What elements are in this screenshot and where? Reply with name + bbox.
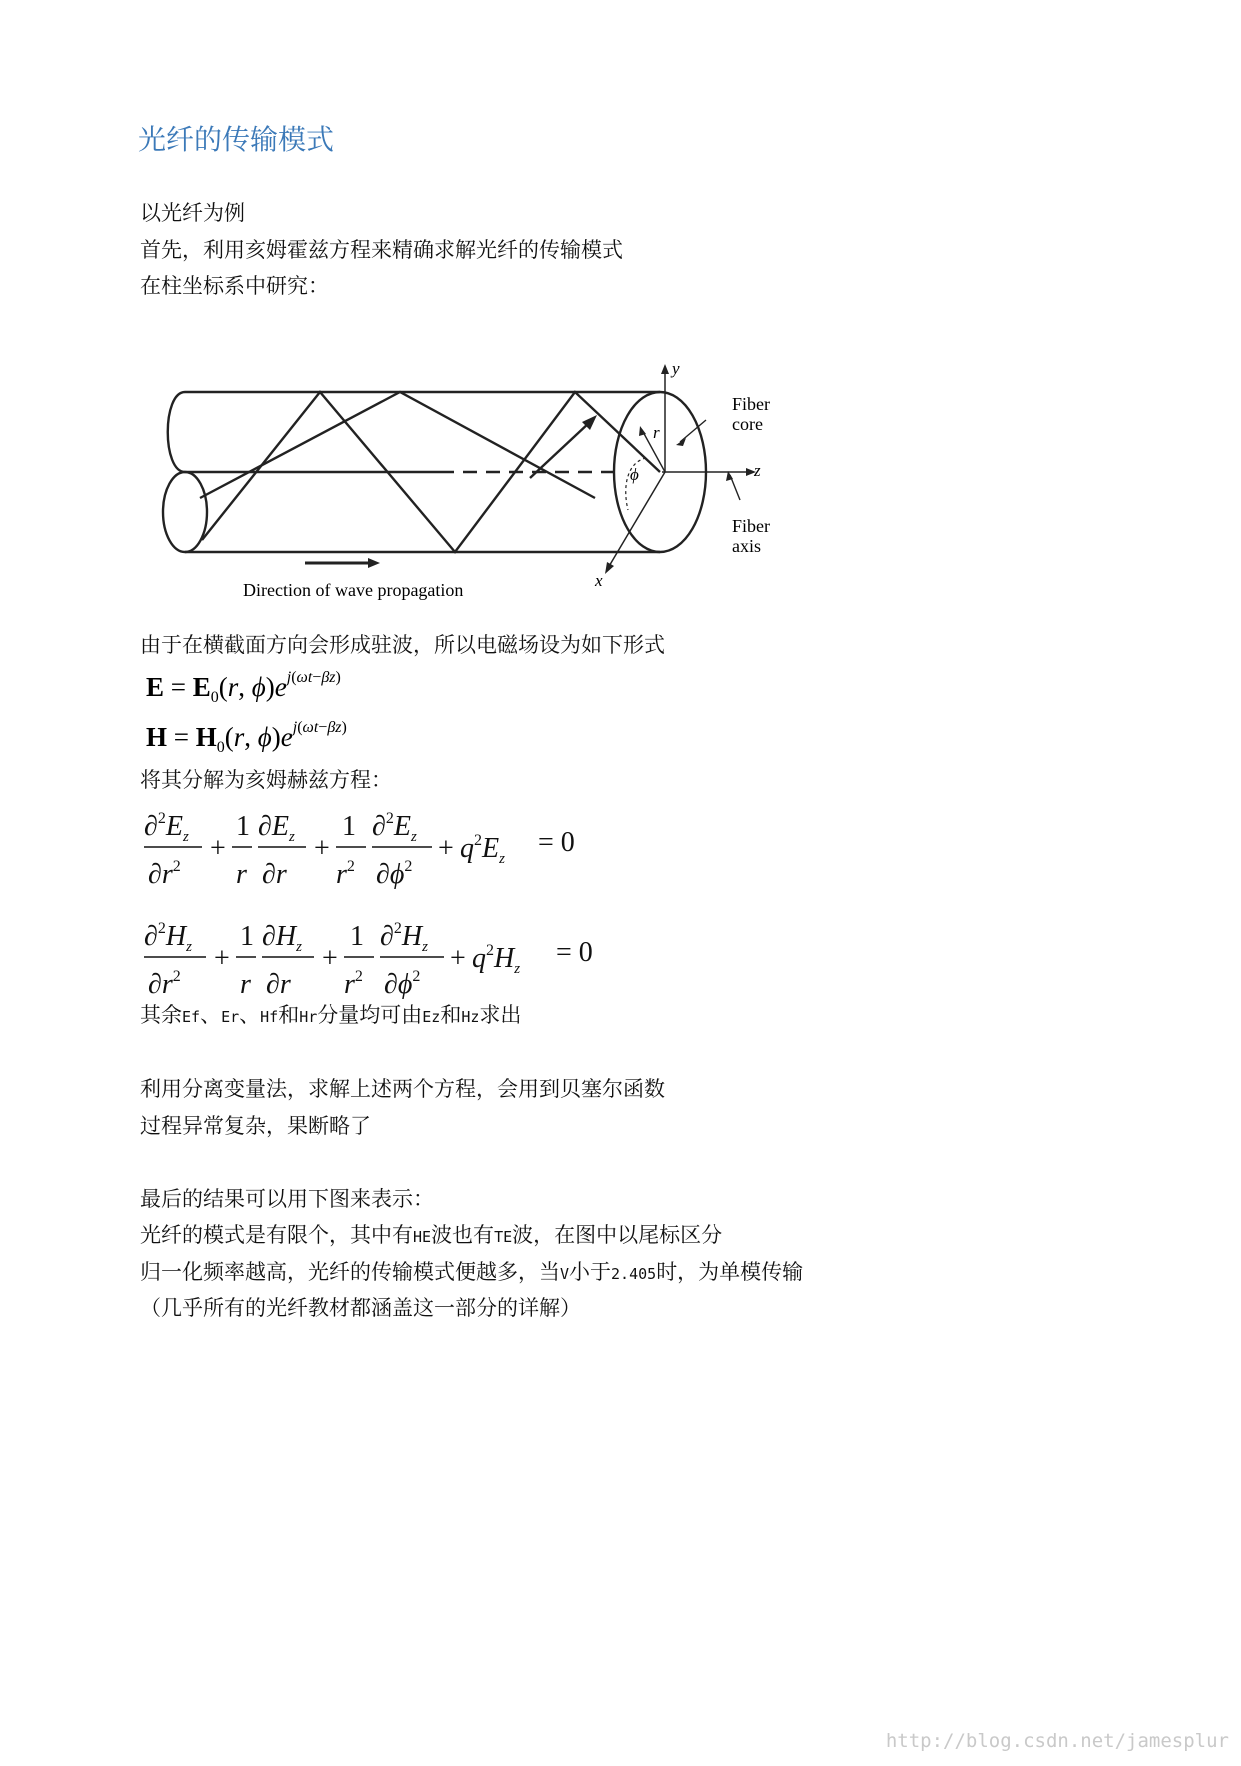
fiber-left-front-end <box>163 472 207 552</box>
svg-text:+: + <box>450 943 466 974</box>
result-line-4: （几乎所有的光纤教材都涵盖这一部分的详解） <box>140 1296 581 1320</box>
intro-line-3: 在柱坐标系中研究： <box>140 274 329 298</box>
intro-line-1: 以光纤为例 <box>140 201 245 225</box>
ray-path-3 <box>530 422 590 478</box>
svg-text:+: + <box>210 833 226 864</box>
svg-text:1: 1 <box>236 811 250 842</box>
fiber-axis-label-1: Fiber <box>732 516 770 536</box>
svg-text:H = H0(r, ϕ)ej(ωt−βz): $H = H_0(r$, $\phi)e^j(\omega t-\beta z)$ <box>146 719 347 756</box>
svg-text:∂2Ez: $\partial^2E_z$ <box>144 810 189 845</box>
svg-text:∂2Hz: $\partial^2H_z$ <box>144 920 192 955</box>
svg-text:E = E0(r, ϕ)ej(ωt−βz): $E = E_0(r$, $\phi)e^j(\omega t-\beta z)$ <box>146 669 341 706</box>
svg-text:q2Hz: $q^2H_z$ <box>472 942 521 977</box>
svg-text:∂r2: $\partial r^2$ <box>148 858 181 890</box>
svg-text:∂r: ∂r <box>262 859 287 890</box>
svg-text:∂ϕ2: $\partial\phi^2$ <box>376 858 413 890</box>
svg-text:∂Ez: $\partial E_z$ <box>258 811 295 845</box>
fiber-axis-label-2: axis <box>732 536 761 556</box>
label-z: z <box>754 461 761 480</box>
result-line-2: 光纤的模式是有限个，其中有HE波也有TE波，在图中以尾标区分 <box>140 1223 723 1247</box>
result-line-3: 归一化频率越高，光纤的传输模式便越多，当V小于2.405时，为单模传输 <box>140 1260 804 1284</box>
svg-text:+: + <box>438 833 454 864</box>
svg-text:∂Hz: $\partial H_z$ <box>262 921 302 955</box>
equation-h-field <box>140 712 440 756</box>
svg-text:r: r <box>236 859 247 890</box>
svg-text:+: + <box>314 833 330 864</box>
svg-text:∂ϕ2: $\partial\phi^2$ <box>384 968 421 1000</box>
svg-text:+: + <box>214 943 230 974</box>
field-form-text: 由于在横截面方向会形成驻波，所以电磁场设为如下形式 <box>140 633 665 657</box>
watermark: http://blog.csdn.net/jamesplur <box>885 1730 1229 1752</box>
svg-text:∂r2: $\partial r^2$ <box>148 968 181 1000</box>
label-x: x <box>595 571 603 590</box>
svg-text:r2: $r^2$ <box>336 858 355 890</box>
svg-text:∂r: ∂r <box>266 969 291 1000</box>
separation-line-2: 过程异常复杂，果断略了 <box>140 1114 371 1138</box>
svg-text:1: 1 <box>350 921 364 952</box>
svg-text:r2: $r^2$ <box>344 968 363 1000</box>
components-text: 其余Ef、Er、Hf和Hr分量均可由Ez和Hz求出 <box>140 1003 522 1027</box>
svg-text:∂2Ez: $\partial^2E_z$ <box>372 810 417 845</box>
fiber-diagram <box>150 350 810 610</box>
fiber-left-back-arc <box>168 392 185 472</box>
label-r: r <box>653 423 660 442</box>
helmholtz-ez-equation <box>140 795 600 895</box>
label-phi: ϕ <box>630 465 639 484</box>
fiber-core-label-1: Fiber <box>732 394 770 414</box>
svg-text:+: + <box>322 943 338 974</box>
svg-text:r: r <box>240 969 251 1000</box>
svg-text:q2Ez: $q^2E_z$ <box>460 832 505 867</box>
svg-text:= 0: = 0 <box>538 827 575 858</box>
svg-text:= 0: = 0 <box>556 937 593 968</box>
equation-e-field <box>140 662 430 706</box>
svg-text:∂2Hz: $\partial^2H_z$ <box>380 920 428 955</box>
result-line-1: 最后的结果可以用下图来表示： <box>140 1187 434 1211</box>
label-y: y <box>672 359 680 378</box>
svg-text:1: 1 <box>342 811 356 842</box>
helmholtz-hz-equation <box>140 905 620 1005</box>
helmholtz-intro: 将其分解为亥姆赫兹方程： <box>140 768 392 792</box>
propagation-caption: Direction of wave propagation <box>243 580 464 600</box>
separation-line-1: 利用分离变量法，求解上述两个方程，会用到贝塞尔函数 <box>140 1077 665 1101</box>
svg-text:1: 1 <box>240 921 254 952</box>
fiber-core-label-2: core <box>732 414 763 434</box>
page-title: 光纤的传输模式 <box>138 123 335 156</box>
intro-line-2: 首先，利用亥姆霍兹方程来精确求解光纤的传输模式 <box>140 238 623 262</box>
